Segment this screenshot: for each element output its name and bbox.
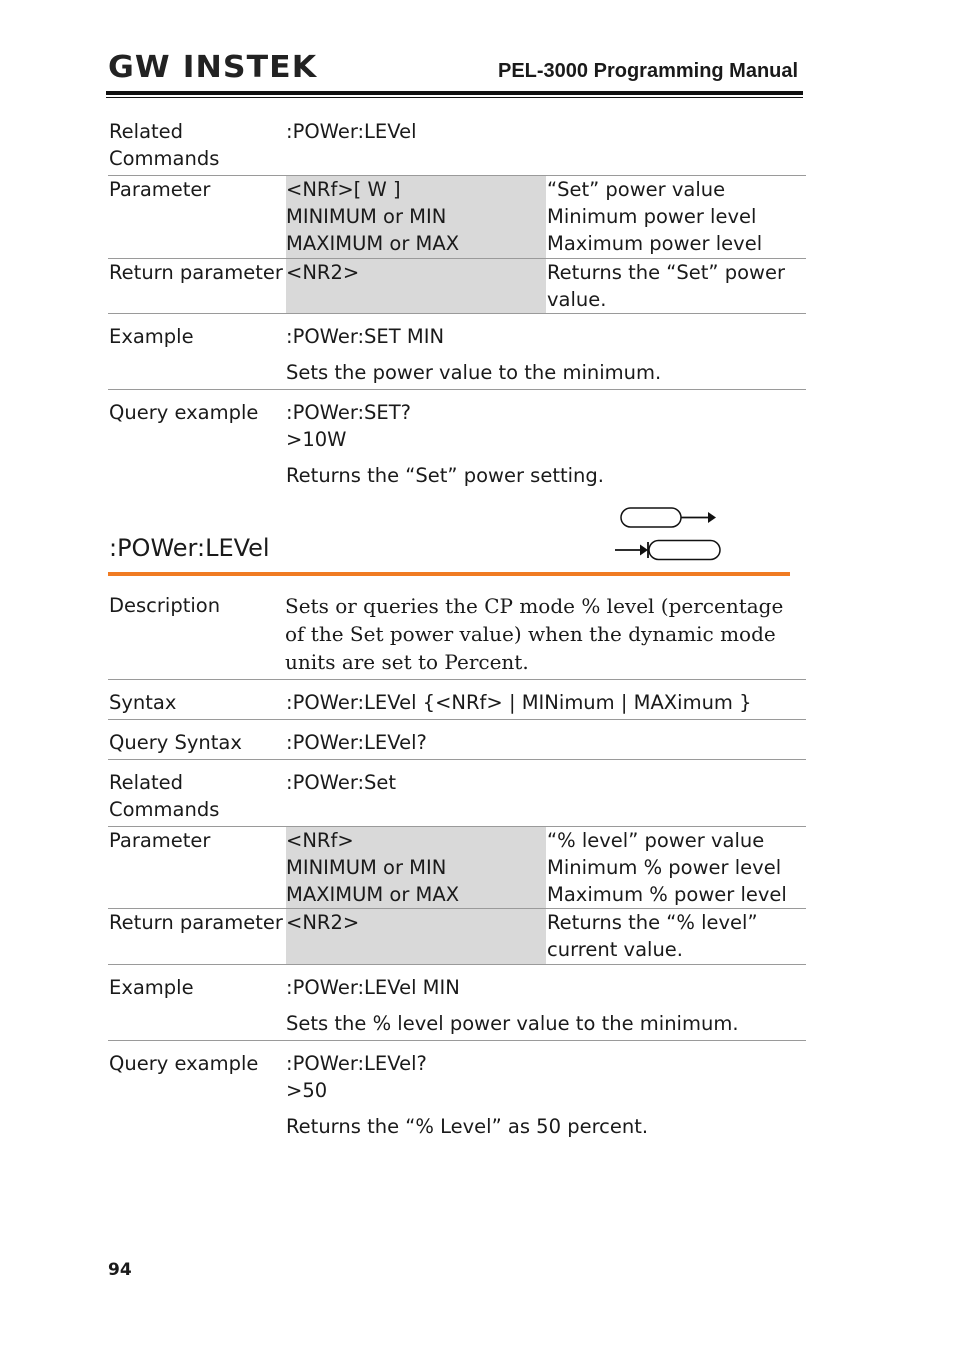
return-parameter-label: Return parameter	[109, 261, 283, 284]
row-divider	[108, 1040, 806, 1041]
related-commands-value: :POWer:Set	[286, 771, 397, 794]
set-command-icon	[621, 508, 716, 527]
row-divider	[108, 719, 806, 720]
query-example-command: :POWer:SET? >10W	[286, 401, 412, 451]
syntax-value: :POWer:LEVel {<NRf> | MINimum | MAXimum }	[286, 691, 752, 714]
return-parameter-desc: Returns the “Set” power value.	[547, 261, 785, 311]
manual-title: PEL-3000 Programming Manual	[498, 60, 799, 82]
command-title: :POWer:LEVel	[109, 534, 270, 562]
parameter-label: Parameter	[109, 829, 211, 852]
example-command: :POWer:LEVel MIN	[286, 976, 460, 999]
query-example-command: :POWer:LEVel? >50	[286, 1052, 427, 1102]
example-label: Example	[109, 325, 194, 348]
return-parameter-value: <NR2>	[286, 261, 360, 284]
brand-logo: GW INSTEK	[108, 50, 318, 85]
syntax-label: Syntax	[109, 691, 177, 714]
page-number: 94	[108, 1260, 132, 1280]
parameter-descriptions: “Set” power value Minimum power level Maximum power level	[547, 178, 763, 255]
query-example-description: Returns the “Set” power setting.	[286, 464, 604, 487]
parameter-values: <NRf> MINIMUM or MIN MAXIMUM or MAX	[286, 829, 460, 906]
return-parameter-value: <NR2>	[286, 911, 360, 934]
example-description: Sets the % level power value to the minimum.	[286, 1012, 739, 1035]
parameter-label: Parameter	[109, 178, 211, 201]
return-parameter-label: Return parameter	[109, 911, 283, 934]
row-divider	[108, 389, 806, 390]
description-label: Description	[109, 594, 221, 617]
query-syntax-label: Query Syntax	[109, 731, 242, 754]
related-commands-label: Related Commands	[109, 120, 220, 170]
parameter-descriptions: “% level” power value Minimum % power level Maximum % power level	[547, 829, 787, 906]
section-rule	[108, 572, 790, 576]
return-parameter-desc: Returns the “% level” current value.	[547, 911, 758, 961]
row-divider	[108, 313, 806, 314]
set-query-icons	[612, 506, 727, 566]
example-command: :POWer:SET MIN	[286, 325, 445, 348]
header-rule	[106, 91, 803, 95]
query-example-label: Query example	[109, 401, 259, 424]
query-command-icon	[615, 541, 720, 560]
example-description: Sets the power value to the minimum.	[286, 361, 662, 384]
description-text: Sets or queries the CP mode % level (percentage of the Set power value) when the dynamic mode units are set to Percent.	[285, 594, 784, 674]
row-divider	[108, 679, 806, 680]
query-example-label: Query example	[109, 1052, 259, 1075]
parameter-values: <NRf>[ W ] MINIMUM or MIN MAXIMUM or MAX	[286, 178, 460, 255]
row-divider	[108, 759, 806, 760]
related-commands-value: :POWer:LEVel	[286, 120, 417, 143]
example-label: Example	[109, 976, 194, 999]
row-divider	[108, 964, 806, 965]
related-commands-label: Related Commands	[109, 771, 220, 821]
query-example-description: Returns the “% Level” as 50 percent.	[286, 1115, 649, 1138]
header-rule-thin	[106, 97, 803, 98]
query-syntax-value: :POWer:LEVel?	[286, 731, 427, 754]
